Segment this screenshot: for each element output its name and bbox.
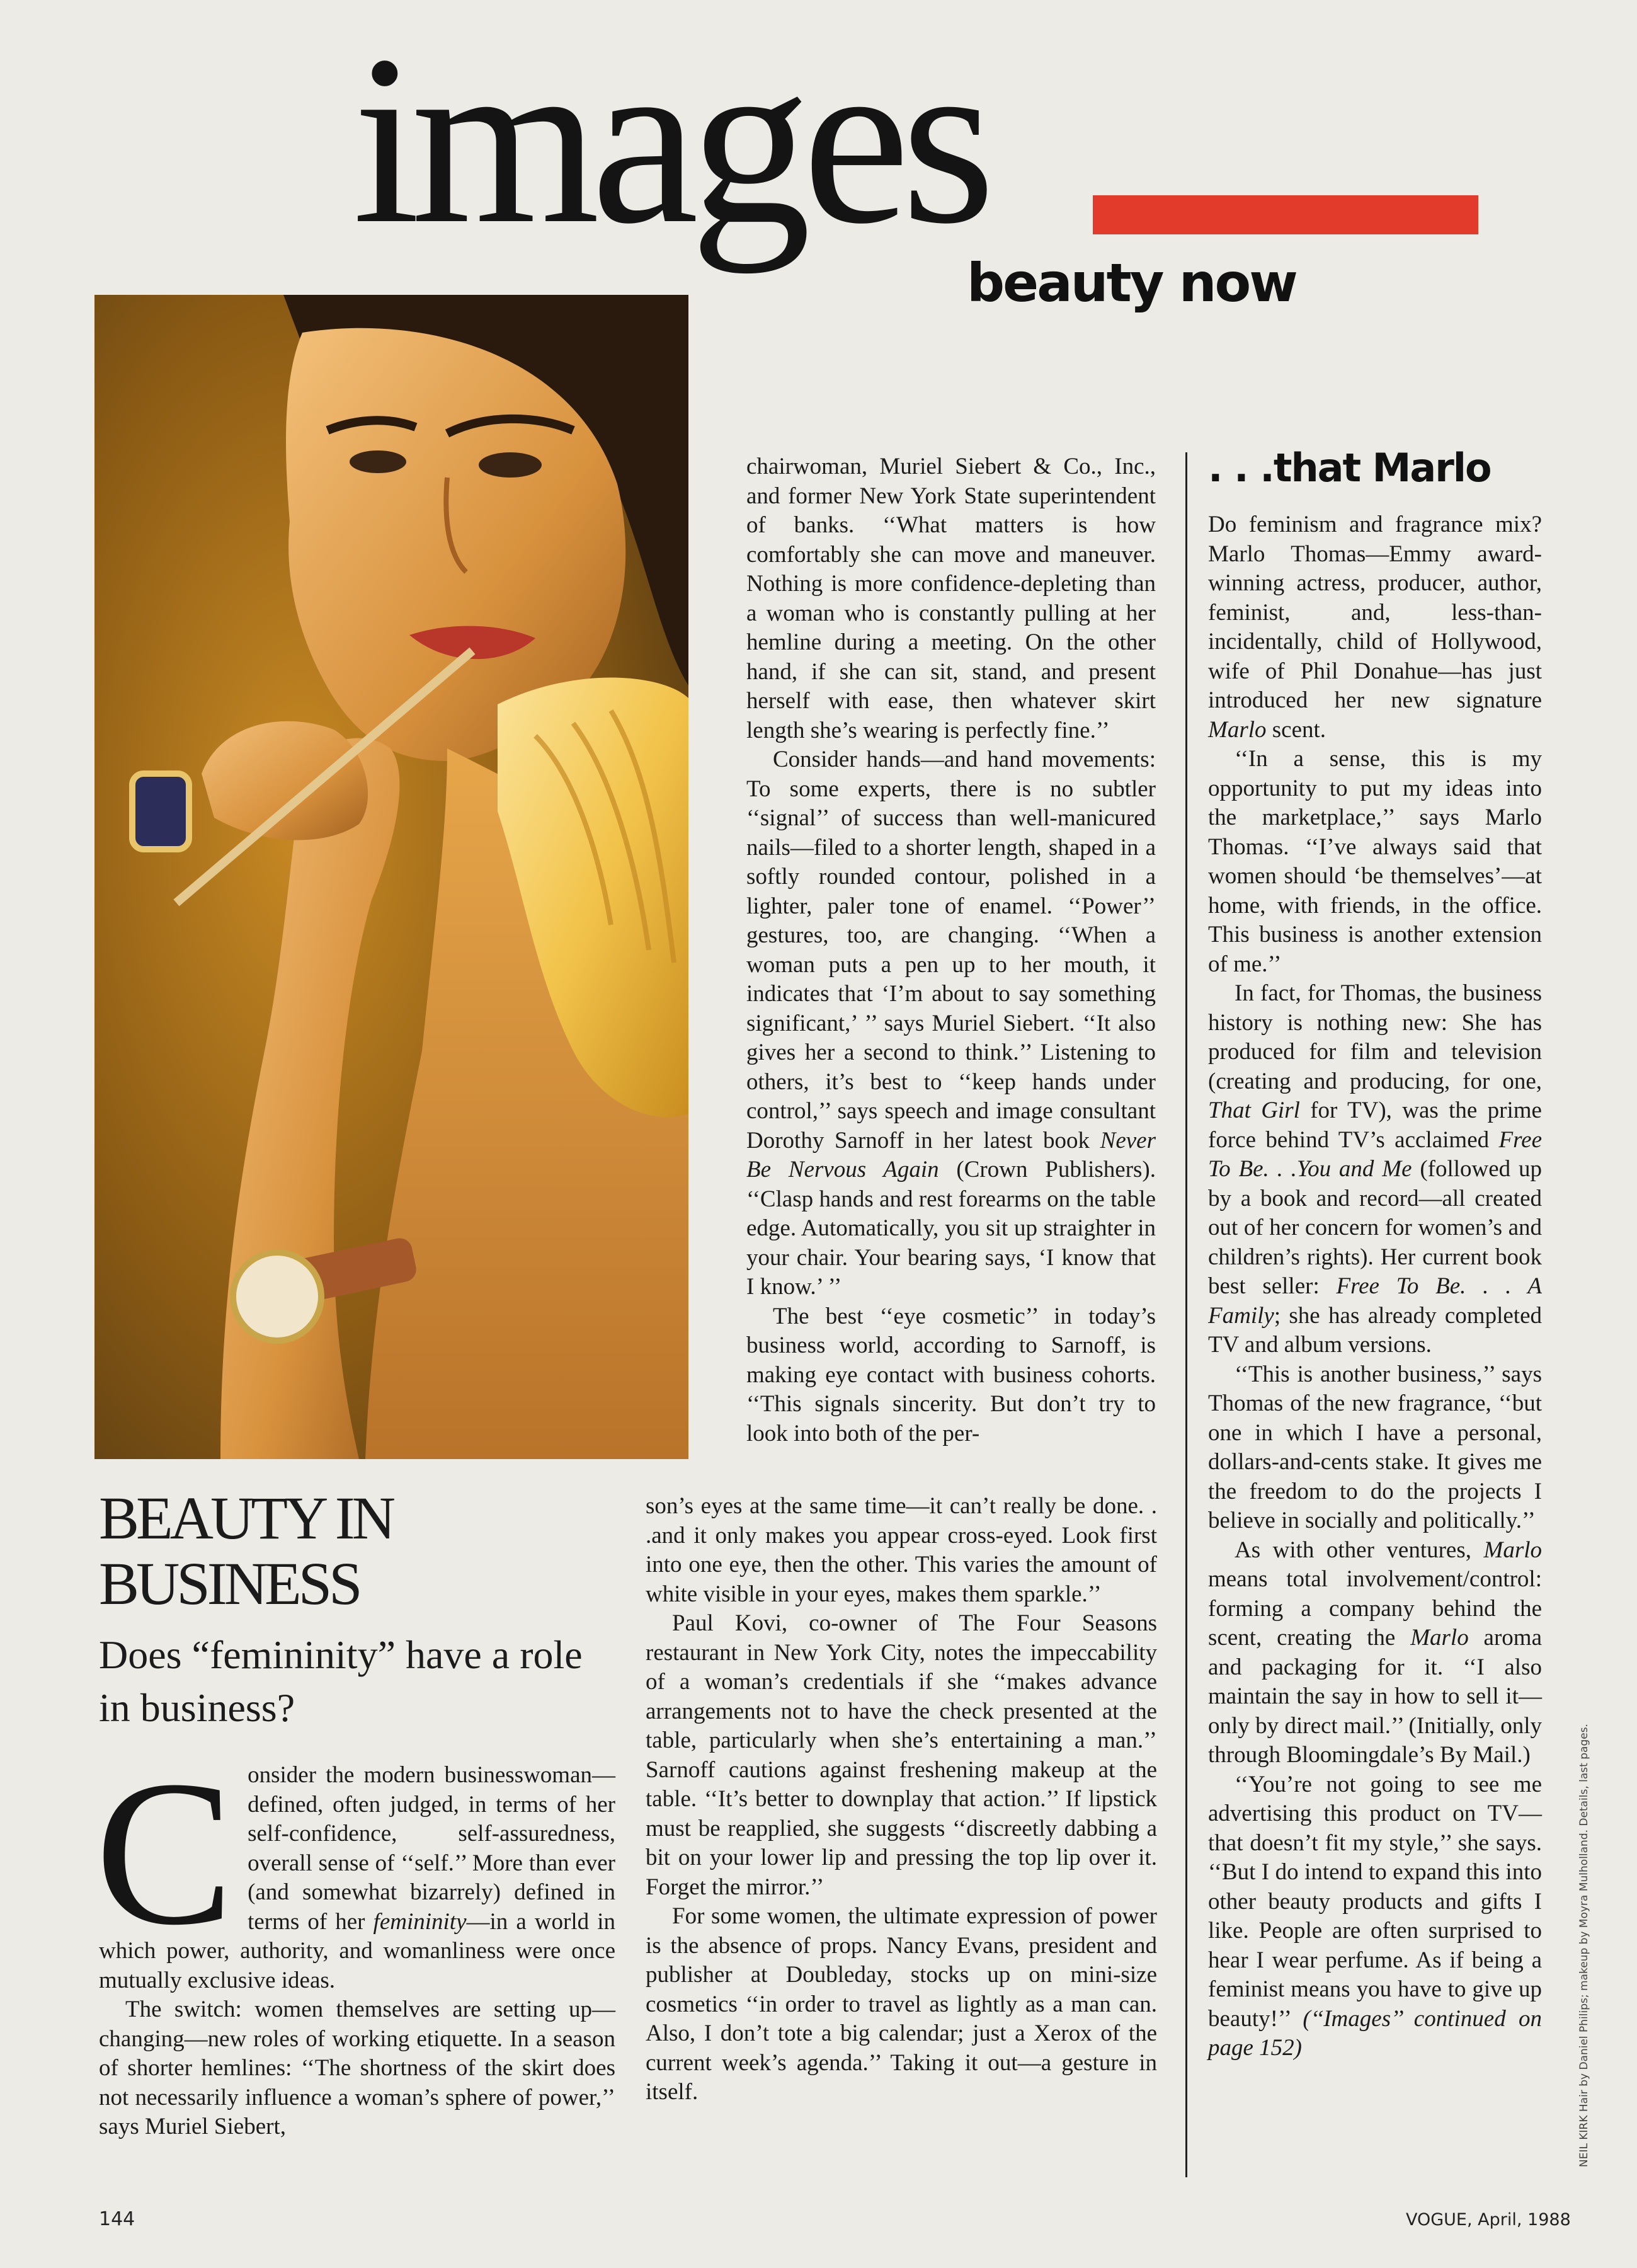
page-number: 144 — [99, 2208, 135, 2230]
paragraph: chairwoman, Muriel Siebert & Co., Inc., and former New York State superintendent of banks. ‘‘What matters is how comfortably she can move and maneuver. Nothing is more confidence-depleting than a woman who is constantly pulling at her hemline during a meeting. On the other hand, if she can sit, stand, and present herself with ease, then whatever skirt length she’s wearing is perfectly fine.’’ — [746, 454, 1156, 743]
paragraph: For some women, the ultimate expression of power is the absence of props. Nancy Evans, president and publisher at Doubleday, stocks up on mini-size cosmetics ‘‘in order to travel as lightly as a man can. Also, I don’t tote a big calendar; just a Xerox of the current week’s agenda.’’ Taking it out—a gesture in itself. — [646, 1903, 1157, 2105]
emphasis: Marlo — [1410, 1625, 1469, 1651]
text-run: onsider the modern businesswoman—defined, often judged, in terms of her self-confidence, self-assuredness, overall sense of ‘‘self.’’ More than ever (and somewhat bizarrely) defined in terms of her — [248, 1762, 615, 1935]
portrait-photo-icon — [94, 295, 688, 1459]
text-run: ; she has already completed TV and album versions. — [1208, 1302, 1542, 1358]
paragraph: The best ‘‘eye cosmetic’’ in today’s business world, according to Sarnoff, is making eye contact with business cohorts. ‘‘This signals sincerity. But don’t try to look into both of the per- — [746, 1303, 1156, 1446]
article-deck: Does “femininity” have a role in business? — [99, 1632, 583, 1730]
article-column-middle-bottom — [646, 1492, 1157, 2107]
text-run: scent. — [1266, 716, 1326, 743]
paragraph — [746, 745, 1156, 1302]
column-divider — [1185, 452, 1187, 2177]
article-column-middle-top — [746, 452, 1156, 1448]
paragraph: Paul Kovi, co-owner of The Four Seasons restaurant in New York City, notes the impeccability of a woman’s credentials if she ‘‘makes advance arrangements not to have the check presented at the table, particularly when she’s entertaining a man.’’ Sarnoff cautions against freshening makeup at the table. ‘‘It’s better to downplay that action.’’ If lipstick must be reapplied, she suggests ‘‘discreetly dabbing a bit on your lower lip and pressing the top lip over it. Forget the mirror.’’ — [646, 1610, 1157, 1900]
photo-credit: NEIL KIRK Hair by Daniel Philips; makeup by Moyra Mulholland. Details, last pages. — [1578, 1724, 1590, 2167]
text-run: (Crown Publishers). ‘‘Clasp hands and rest forearms on the table edge. Automatically, you sit up straighter in your chair. Your bearing says, ‘I know that I know.’ ’’ — [746, 1157, 1156, 1300]
section-subtitle: beauty now — [967, 252, 1296, 314]
emphasis: Free To Be. . .You and Me — [1208, 1126, 1542, 1182]
text-run: In fact, for Thomas, the business history is nothing new: She has produced for film and television (creating and producing, for one, — [1208, 980, 1542, 1094]
text-run: Consider hands—and hand movements: To some experts, there is no subtler ‘‘signal’’ of success than well-manicured nails—filed to a shorter length, shaped in a softly rounded contour, polished in a lighter, paler tone of enamel. ‘‘Power’’ gestures, too, are changing. ‘‘When a woman puts a pen up to her mouth, it indicates that ‘I’m about to say something significant,’ ’’ says Muriel Siebert. ‘‘It also gives her a second to think.’’ Listening to others, it’s best to ‘‘keep hands under control,’’ says speech and image consultant Dorothy Sarnoff in her latest book — [746, 747, 1156, 1154]
text-run: aroma and packaging for it. ‘‘I also maintain the say in how to sell it—only by direct mail.’’ (Initially, only through Bloomingdale’s By Mail.) — [1208, 1625, 1543, 1768]
emphasis: Marlo — [1483, 1537, 1542, 1563]
paragraph — [1208, 510, 1542, 745]
text-run: —in a world in which power, authority, and womanliness were once mutually exclusive ideas. — [99, 1908, 615, 1993]
paragraph: son’s eyes at the same time—it can’t really be done. . .and it only makes you appear cross-eyed. Look first into one eye, then the other. This varies the amount of white visible in your eyes, makes them sparkle.’’ — [646, 1493, 1157, 1607]
paragraph — [1208, 1770, 1542, 2063]
portrait-photo — [94, 295, 688, 1459]
text-run: Do feminism and fragrance mix? Marlo Thomas—Emmy award-winning actress, producer, author, feminist, and, less-than-incidentally, child of Hollywood, wife of Phil Donahue—has just introduced her new signature — [1208, 512, 1542, 713]
book-title: Never Be Nervous Again — [746, 1127, 1156, 1183]
article-column-left — [95, 1738, 615, 2142]
emphasis: That Girl — [1208, 1097, 1300, 1123]
text-run: means total involvement/control: forming a company behind the scent, creating the — [1208, 1566, 1542, 1651]
sidebar-title: . . .that Marlo — [1208, 445, 1491, 491]
article-column-right — [1208, 510, 1542, 2063]
paragraph: ‘‘This is another business,’’ says Thomas of the new fragrance, ‘‘but one in which I have a personal, dollars-and-cents stake. It gives me the freedom to do the projects I believe in socially and politically.’’ — [1208, 1361, 1542, 1533]
paragraph — [1208, 979, 1542, 1360]
text-run: As with other ventures, — [1235, 1537, 1484, 1563]
paragraph — [95, 1738, 615, 1995]
section-title: images — [353, 6, 987, 274]
paragraph — [1208, 1536, 1542, 1770]
emphasis: femininity — [373, 1908, 467, 1935]
text-run: (followed up by a book and record—all created out of her concern for women’s and children’s rights). Her current book best seller: — [1208, 1156, 1542, 1299]
paragraph: The switch: women themselves are setting up—changing—new roles of working etiquette. In a season of shorter hemlines: ‘‘The shortness of the skirt does not necessarily influence a woman’s sphere of power,’’ says Muriel Siebert, — [99, 1996, 615, 2139]
text-run: for TV), was the prime force behind TV’s acclaimed — [1208, 1097, 1542, 1153]
accent-bar — [1093, 195, 1478, 234]
continuation-note: (‘‘Images’’ continued on page 152) — [1208, 2005, 1542, 2061]
emphasis: Free To Be. . . A Family — [1208, 1273, 1543, 1329]
magazine-folio: VOGUE, April, 1988 — [1406, 2210, 1571, 2230]
article-headline: BEAUTY IN BUSINESS — [99, 1484, 393, 1617]
text-run: ‘‘You’re not going to see me advertising this product on TV—that doesn’t fit my style,’’ she says. ‘‘But I do intend to expand this into other beauty products and gifts I like. People are often surprised to hear I wear perfume. As if being a feminist means you have to give up beauty!’’ — [1208, 1771, 1542, 2032]
emphasis: Marlo — [1208, 716, 1267, 743]
drop-cap: C — [95, 1738, 234, 1968]
paragraph: ‘‘In a sense, this is my opportunity to put my ideas into the marketplace,’’ says Marlo Thomas. ‘‘I’ve always said that women should ‘be themselves’—at home, with friends, in the office. This business is another extension of me.’’ — [1208, 746, 1542, 977]
